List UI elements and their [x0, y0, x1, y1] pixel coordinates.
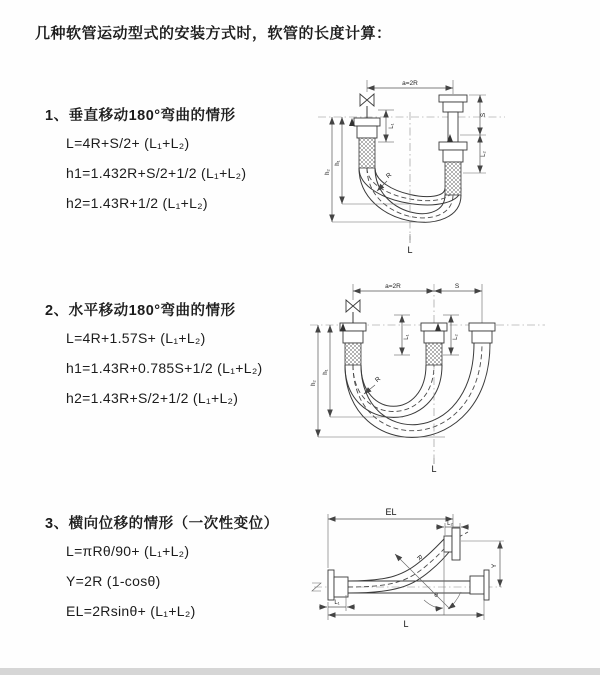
d3-dim-r: R: [414, 553, 424, 563]
d1-dim-r: R: [384, 171, 394, 181]
section-2-formula-L: L=4R+1.57S+ (L₁+L₂): [66, 330, 206, 346]
section-3: [45, 512, 279, 633]
section-2-formula-h2: h2=1.43R+S/2+1/2 (L₁+L₂): [66, 390, 239, 406]
diagram-horizontal-180-bend: [305, 280, 600, 475]
section-1-heading: 1、垂直移动180°弯曲的情形: [45, 108, 236, 124]
d1-dim-l1: L₁: [389, 123, 395, 129]
section-2-formula-h1: h1=1.43R+0.785S+1/2 (L₁+L₂): [66, 360, 263, 376]
d1-dim-l2: L₂: [481, 151, 487, 157]
d1-right-fitting: [439, 80, 467, 195]
d2-right-fitting: [469, 323, 495, 343]
page-bottom-edge: [0, 668, 600, 675]
page-title: 几种软管运动型式的安装方式时，软管的长度计算：: [35, 25, 392, 42]
section-1: [45, 104, 246, 225]
d1-left-fitting: [349, 118, 380, 168]
d2-dim-r: R: [373, 375, 383, 385]
d3-left-flange: [328, 570, 348, 600]
d3-dim-el: EL: [385, 507, 397, 517]
d2-valve-icon: [346, 300, 360, 323]
d2-dim-a2r: a=2R: [385, 283, 401, 290]
section-2-heading: 2、水平移动180°弯曲的情形: [45, 303, 236, 319]
d2-dim-h2: h₂: [311, 380, 317, 386]
d3-dim-theta: θ: [434, 592, 438, 599]
d1-dim-a2r: a=2R: [402, 80, 418, 87]
section-3-formula-L: L=πRθ/90+ (L₁+L₂): [66, 543, 190, 559]
d3-dim-l1: L₁: [334, 600, 340, 606]
d2-middle-fitting: [421, 323, 447, 365]
d2-dim-s: S: [454, 283, 460, 290]
d2-left-fitting: [340, 323, 366, 365]
d2-hose-curves: [345, 343, 490, 437]
d2-dim-l2: L₂: [453, 334, 459, 340]
diagram-lateral-displacement: [298, 496, 600, 648]
section-1-formula-h2: h2=1.43R+1/2 (L₁+L₂): [66, 195, 208, 211]
d1-dim-s: S: [480, 112, 487, 118]
d1-dim-h2: h₂: [325, 169, 331, 175]
d2-dimensions: [311, 283, 482, 474]
section-3-heading: 3、横向位移的情形（一次性变位）: [45, 516, 279, 532]
section-1-formula-h1: h1=1.432R+S/2+1/2 (L₁+L₂): [66, 165, 247, 181]
d2-dim-l1: L₁: [404, 334, 410, 340]
diagram-vertical-180-bend: [310, 70, 600, 260]
d3-dim-y: Y: [491, 563, 498, 569]
d3-hose-curve: [348, 537, 453, 593]
d3-dim-l: L: [403, 619, 409, 629]
d3-dim-l2: L₂: [447, 521, 453, 527]
d3-straight-pipe: [348, 570, 489, 600]
section-3-formula-Y: Y=2R (1-cosθ): [66, 573, 161, 589]
section-3-formula-EL: EL=2Rsinθ+ (L₁+L₂): [66, 603, 196, 619]
section-2: [45, 299, 263, 420]
d1-valve-icon: [360, 80, 374, 118]
d2-dim-l: L: [431, 464, 437, 474]
d1-dim-l: L: [407, 245, 413, 255]
section-1-formula-L: L=4R+S/2+ (L₁+L₂): [66, 135, 190, 151]
d2-dim-h1: h₁: [323, 369, 329, 375]
d1-dim-h1: h₁: [335, 160, 341, 166]
